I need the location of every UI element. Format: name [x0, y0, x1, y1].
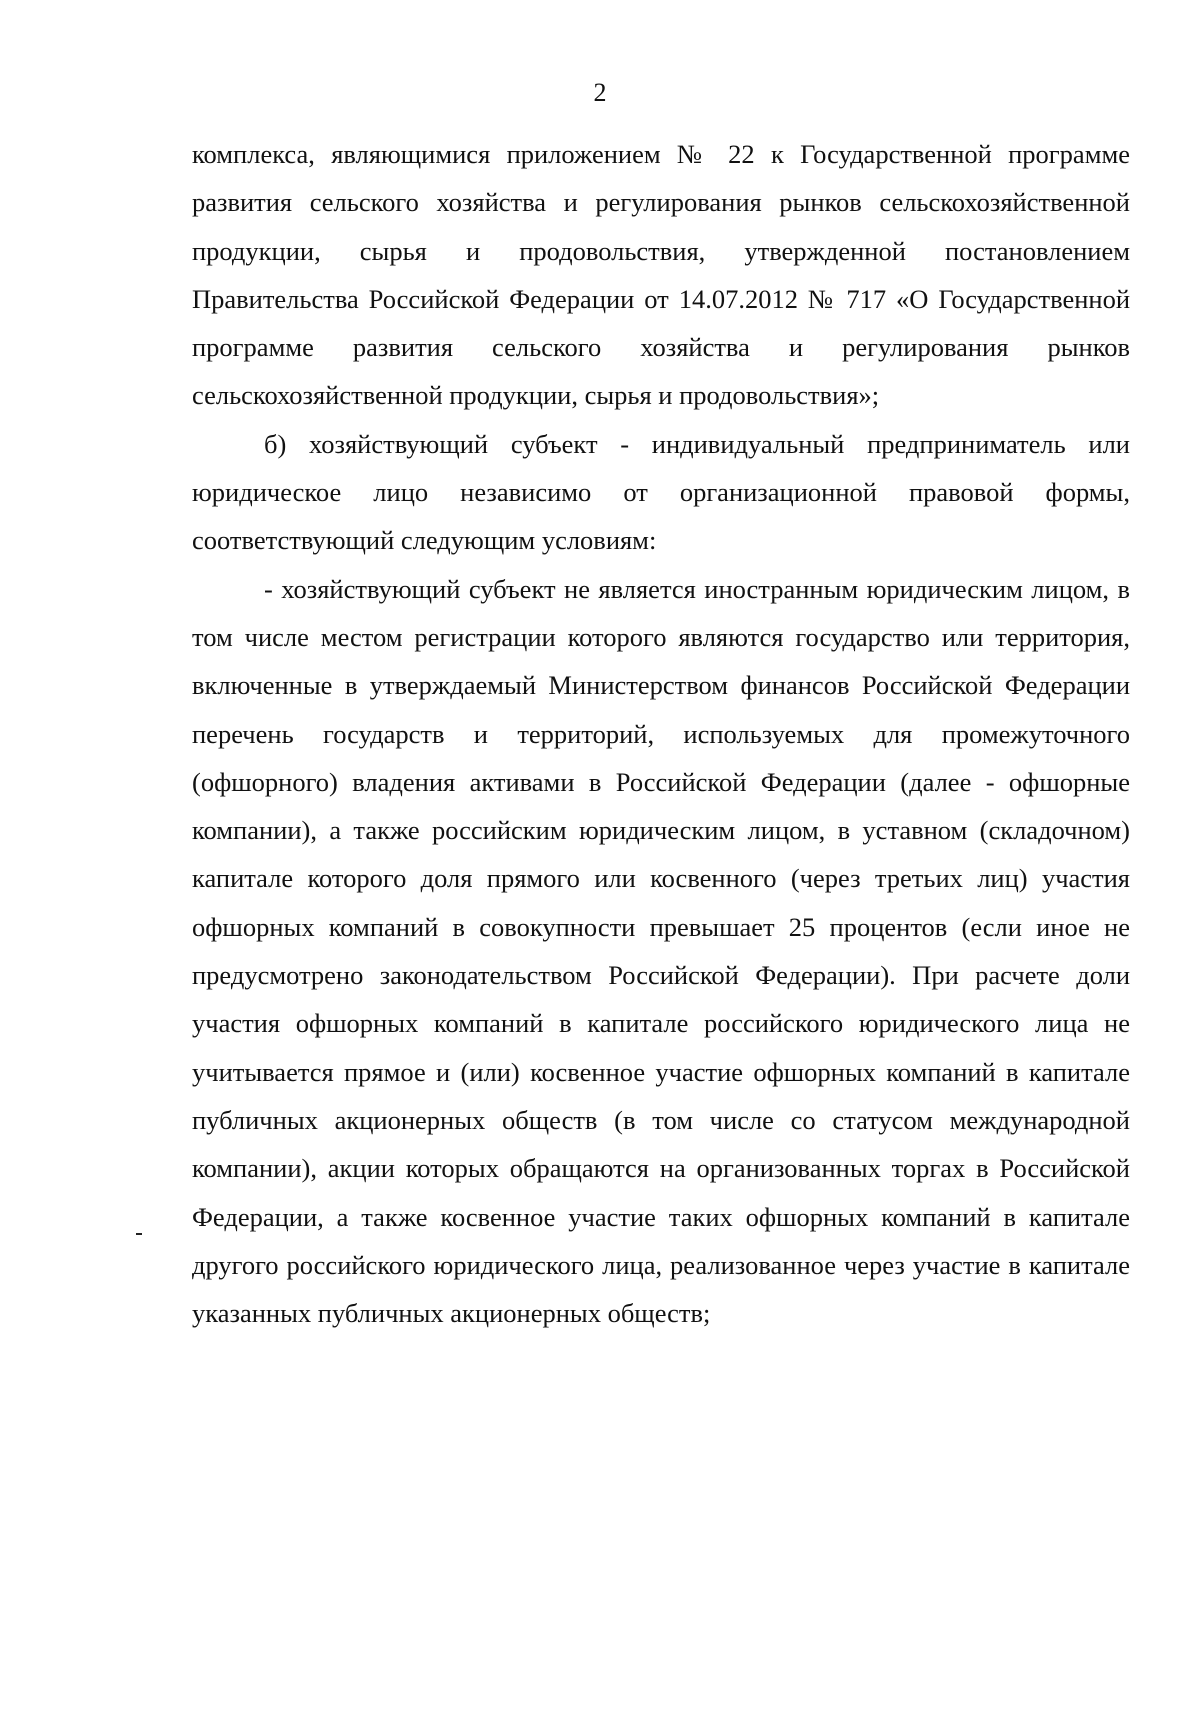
document-body: [192, 130, 1130, 1337]
margin-mark: [136, 1233, 142, 1235]
page-number: 2: [593, 78, 607, 107]
paragraph-item-b: б) хозяйствующий субъект - индивидуальный предприниматель или юридическое лицо независимо от организационной правовой формы, соответствующий следующим условиям:: [192, 428, 1130, 556]
paragraph-offshore-condition: - хозяйствующий субъект не является иностранным юридическим лицом, в том числе местом регистрации которого являются государство или территория, включенные в утверждаемый Министерством финансов Российской Федерации перечень государств и территорий, используемых для промежуточного (офшорного) владения активами в Российской Федерации (далее - офшорные компании), а также российским юридическим лицом, в уставном (складочном) капитале которого доля прямого или косвенного (через третьих лиц) участия офшорных компаний в совокупности превышает 25 процентов (если иное не предусмотрено законодательством Российской Федерации). При расчете доли участия офшорных компаний в капитале российского юридического лица не учитывается прямое и (или) косвенное участие офшорных компаний в капитале публичных акционерных обществ (в том числе со статусом международной компании), акции которых обращаются на организованных торгах в Российской Федерации, а также косвенное участие таких офшорных компаний в капитале другого российского юридического лица, реализованное через участие в капитале указанных публичных акционерных обществ;: [192, 573, 1130, 1329]
paragraph-continuation: комплекса, являющимися приложением № 22 к Государственной программе развития сельского хозяйства и регулирования рынков сельскохозяйственной продукции, сырья и продовольствия, утвержденной постановлением Правительства Российской Федерации от 14.07.2012 № 717 «О Государственной программе развития сельского хозяйства и регулирования рынков сельскохозяйственной продукции, сырья и продовольствия»;: [192, 139, 1130, 411]
